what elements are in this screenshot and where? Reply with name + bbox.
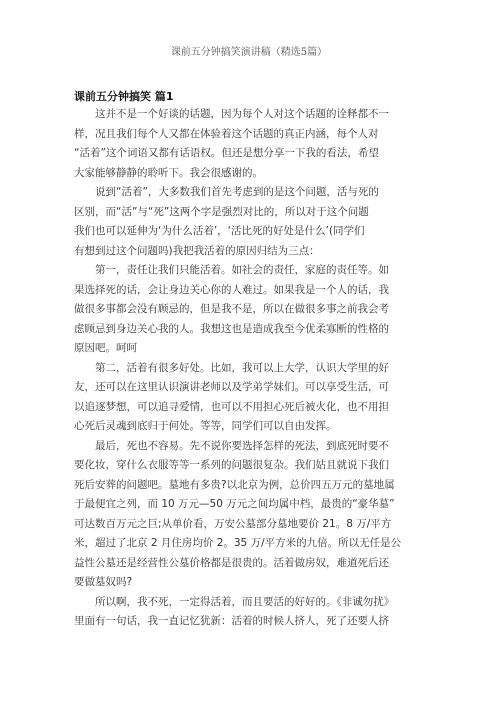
text-line: 这并不是一个好谈的话题，因为每个人对这个话题的诠释都不一 bbox=[95, 108, 389, 120]
text-line: 有想到过这个问题吗)我把我活着的原因归结为三点： bbox=[74, 244, 320, 257]
text-line: 区别，而“活”与“死”这两个字是强烈对比的，所以对于这个问题 bbox=[74, 205, 369, 218]
document-body bbox=[74, 105, 424, 632]
paragraph bbox=[74, 105, 424, 183]
section-heading: 课前五分钟搞笑 篇1 bbox=[74, 90, 174, 103]
text-line: 于最便宜之列，而 10 万元—50 万元之间均属中档，最贵的“豪华墓” bbox=[74, 498, 395, 510]
text-line: 所以啊，我不死，一定得活着，而且要活的好好的。《非诚勿扰》 bbox=[95, 595, 395, 608]
text-line: “活着”这个词语又都有话语权。但还是想分享一下我的看法，希望 bbox=[74, 147, 379, 159]
text-line: 益性公墓还是经营性公墓价格都是很贵的。活着做房奴，难道死后还 bbox=[74, 556, 389, 569]
text-line: 友，还可以在这里认识演讲老师以及学弟学妹们。可以享受生活，可 bbox=[74, 381, 389, 393]
text-line: 米，超过了北京 2 月住房均价 2。35 万/平方米的九倍。所以无任是公 bbox=[74, 537, 402, 549]
paragraph bbox=[74, 261, 424, 359]
text-line: 大家能够静静的聆听下。我会很感谢的。 bbox=[74, 166, 263, 179]
paragraph bbox=[74, 593, 424, 632]
text-line: 说到“活着”，大多数我们首先考虑到的是这个问题，活与死的 bbox=[95, 186, 379, 198]
paragraph bbox=[74, 359, 424, 437]
document-title: 课前五分钟搞笑演讲稿（精选5篇） bbox=[170, 47, 328, 58]
text-line: 原因吧。呵呵 bbox=[74, 342, 137, 354]
text-line: 样，况且我们每个人又都在体验着这个话题的真正内涵，每个人对 bbox=[74, 127, 379, 140]
text-line: 第一，责任让我们只能活着。如社会的责任，家庭的责任等。如 bbox=[95, 264, 389, 276]
text-line: 里面有一句话，我一直记忆犹新：活着的时候人挤人，死了还要人挤 bbox=[74, 615, 389, 627]
text-line: 可达数百万元之巨;从单价看，万安公墓部分墓地要价 21。8 万/平方 bbox=[74, 517, 392, 530]
text-line: 第二，活着有很多好处。比如，我可以上大学，认识大学里的好 bbox=[95, 361, 389, 374]
text-line: 要做墓奴吗? bbox=[74, 576, 133, 588]
text-line: 最后，死也不容易。先不说你要选择怎样的死法，到底死时要不 bbox=[95, 439, 389, 452]
text-line: 做很多事都会没有顾忌的，但是我不是，所以在做很多事之前我会考 bbox=[74, 303, 389, 315]
text-line: 心死后灵魂到底归于何处。等等，同学们可以自由发挥。 bbox=[74, 420, 337, 432]
text-line: 死后安葬的问题吧。墓地有多贵?以北京为例，总价四五万元的墓地属 bbox=[74, 478, 395, 491]
text-line: 我们也可以延伸为‘为什么活着’，‘活比死的好处是什么’(同学们 bbox=[74, 225, 365, 237]
text-line: 要化妆，穿什么衣服等等一系列的问题很复杂。我们姑且就说下我们 bbox=[74, 459, 389, 471]
text-line: 以追逐梦想，可以追寻爱情，也可以不用担心死后被火化，也不用担 bbox=[74, 400, 389, 413]
paragraph bbox=[74, 437, 424, 593]
text-line: 果选择死的话，会让身边关心你的人难过。如果我是一个人的话，我 bbox=[74, 283, 389, 296]
text-line: 虑顾忌到身边关心我的人。我想这也是造成我至今优柔寡断的性格的 bbox=[74, 322, 389, 335]
paragraph bbox=[74, 183, 424, 261]
